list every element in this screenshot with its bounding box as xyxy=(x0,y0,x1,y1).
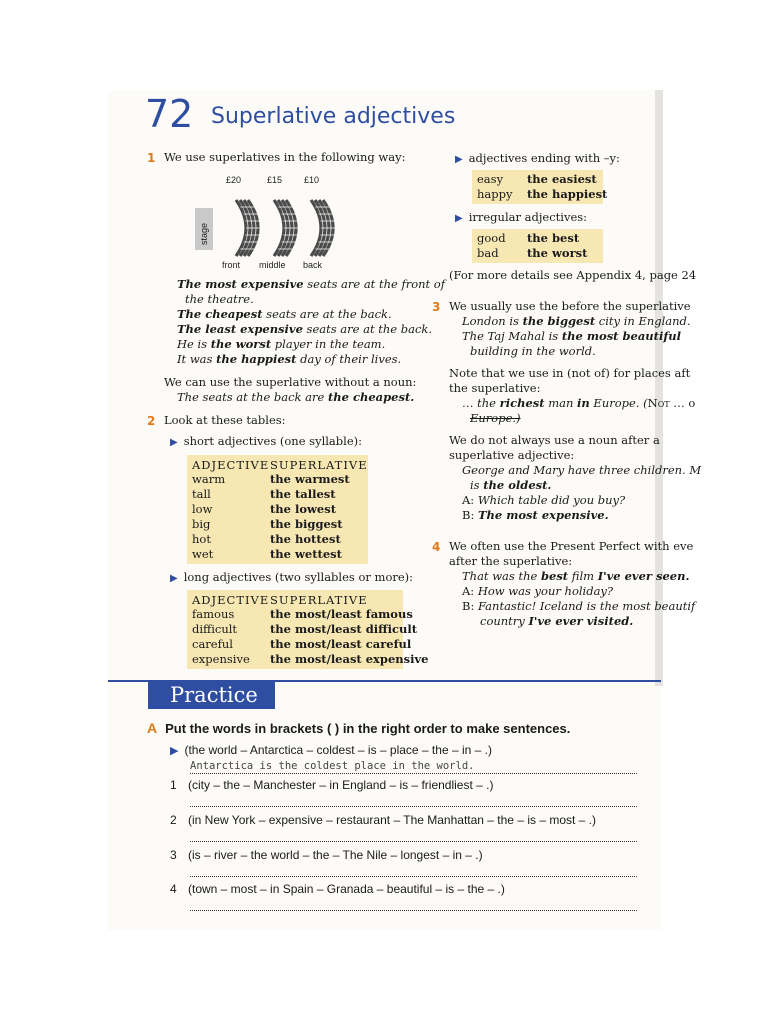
s4-ex1-c: film xyxy=(568,569,598,583)
example-segment: He is xyxy=(177,337,211,351)
section-1-intro: We use superlatives in the following way: xyxy=(164,150,406,164)
s4-ex2-a: A: xyxy=(462,584,475,598)
irregular-adjectives-label-text: irregular adjectives: xyxy=(468,210,588,224)
no-noun-line-1: We do not always use a noun after a xyxy=(449,433,660,447)
section-3-number: 3 xyxy=(432,300,441,314)
example-segment: the worst xyxy=(210,337,272,351)
adjective-cell: good xyxy=(477,231,506,245)
answer-line-example[interactable] xyxy=(190,773,637,774)
price-middle: £15 xyxy=(267,175,283,185)
section-1-no-noun: We can use the superlative without a noun: xyxy=(164,375,417,389)
s4-ex1-a: That was the xyxy=(462,569,541,583)
superlative-cell: the biggest xyxy=(270,517,343,531)
adjective-cell: big xyxy=(192,517,211,531)
no-noun-line-4 xyxy=(470,478,551,493)
long-adjectives-label xyxy=(170,570,413,586)
section-3-example-2-cont: building in the world. xyxy=(470,344,596,358)
note-line-1: Note that we use in (not of) for places aft xyxy=(449,366,691,380)
y-adjectives-table xyxy=(472,170,608,204)
adjective-cell: easy xyxy=(477,172,504,186)
note3-g: … o xyxy=(669,396,696,410)
note-line-3 xyxy=(462,396,695,411)
exercise-example-answer: Antarctica is the coldest place in the world. xyxy=(190,760,475,772)
seat-blocks xyxy=(236,200,335,256)
example-line xyxy=(177,292,445,307)
s3-ex1-end: city in England. xyxy=(595,314,691,328)
example-segment: the happiest xyxy=(216,352,297,366)
section-4-example-4 xyxy=(480,614,633,629)
s4-ex3-b: Fantastic! Iceland is the most beautif xyxy=(477,599,696,613)
adjective-cell: bad xyxy=(477,246,499,260)
s4-ex4-a: country xyxy=(480,614,529,628)
superlative-cell: the happiest xyxy=(527,187,608,201)
note3-b: richest xyxy=(499,396,545,410)
stage-label: stage xyxy=(199,222,209,245)
table-header-adjective: ADJECTIVE xyxy=(192,458,270,472)
note-line-4: Europe.) xyxy=(470,411,521,425)
superlative-cell: the hottest xyxy=(270,532,341,546)
long-adjectives-label-text: long adjectives (two syllables or more): xyxy=(183,570,414,584)
irregular-adjectives-label xyxy=(455,210,587,226)
section-4-number: 4 xyxy=(432,540,441,554)
exercise-item-number: 1 xyxy=(170,778,177,792)
adjective-cell: hot xyxy=(192,532,211,546)
adjective-cell: low xyxy=(192,502,213,516)
superlative-cell: the lowest xyxy=(270,502,337,516)
nonoun6-b: The most expensive. xyxy=(477,508,609,522)
example-segment: player in the team. xyxy=(271,337,386,351)
section-3-example-2 xyxy=(462,329,681,344)
superlative-cell: the most/least difficult xyxy=(270,622,418,636)
s4-ex1-d: I've ever seen. xyxy=(597,569,690,583)
section-2-intro: Look at these tables: xyxy=(164,413,286,427)
answer-line[interactable] xyxy=(190,841,637,842)
example-segment: seats are at the back. xyxy=(302,322,433,336)
example-line xyxy=(177,352,445,367)
adjective-cell: famous xyxy=(192,607,235,621)
section-4-example-2 xyxy=(462,584,613,599)
bullet-triangle-icon: ▶ xyxy=(170,745,179,757)
note3-e: Europe. ( xyxy=(589,396,648,410)
short-adjectives-table xyxy=(187,455,368,564)
appendix-reference: (For more details see Appendix 4, page 24 xyxy=(449,268,697,282)
y-adjectives-label-text: adjectives ending with –y: xyxy=(468,151,620,165)
section-4-intro-2: after the superlative: xyxy=(449,554,573,568)
example-line xyxy=(177,307,445,322)
short-adjectives-label-text: short adjectives (one syllable): xyxy=(183,434,362,448)
example-segment: seats are at the front of xyxy=(303,277,445,291)
irregular-adjectives-table xyxy=(472,229,603,263)
bullet-triangle-icon: ▶ xyxy=(455,154,463,165)
section-3-intro: We usually use the before the superlative xyxy=(449,299,691,313)
no-noun-example-text: The seats at the back are xyxy=(177,390,328,404)
example-segment: The cheapest xyxy=(177,307,263,321)
theatre-seating-diagram xyxy=(190,170,360,275)
note3-c: man xyxy=(544,396,578,410)
answer-line[interactable] xyxy=(190,806,637,807)
example-segment: The most expensive xyxy=(177,277,304,291)
answer-line[interactable] xyxy=(190,910,637,911)
exercise-item-text: (city – the – Manchester – in England – is – friendliest – .) xyxy=(188,778,494,792)
position-back: back xyxy=(303,260,323,270)
no-noun-line-3: George and Mary have three children. M xyxy=(462,463,702,477)
exercise-a-heading xyxy=(147,720,570,736)
section-2-number: 2 xyxy=(147,414,156,428)
exercise-example xyxy=(170,743,492,757)
section-3-example-1 xyxy=(462,314,691,329)
price-back: £10 xyxy=(304,175,320,185)
adjective-cell: careful xyxy=(192,637,233,651)
exercise-example-text: (the world – Antarctica – coldest – is – place – the – in – .) xyxy=(184,743,492,757)
section-1-examples xyxy=(177,277,445,367)
note3-f: Not xyxy=(647,396,670,410)
example-segment: seats are at the back. xyxy=(262,307,392,321)
s4-ex1-b: best xyxy=(540,569,569,583)
long-adjectives-table xyxy=(187,590,429,669)
example-segment: the theatre. xyxy=(185,292,254,306)
exercise-letter: A xyxy=(147,720,158,736)
exercise-item xyxy=(170,813,596,827)
nonoun5-a: A: xyxy=(462,493,475,507)
superlative-cell: the most/least expensive xyxy=(270,652,429,666)
position-middle: middle xyxy=(259,260,286,270)
adjective-cell: warm xyxy=(192,472,226,486)
exercise-item-number: 3 xyxy=(170,848,177,862)
adjective-cell: expensive xyxy=(192,652,250,666)
exercise-item-text: (is – river – the world – the – The Nile – longest – in – .) xyxy=(188,848,483,862)
section-4-example-1 xyxy=(462,569,689,584)
exercise-item-text: (in New York – expensive – restaurant – The Manhattan – the – is – most – .) xyxy=(188,813,597,827)
s3-ex2-text: The Taj Mahal is xyxy=(462,329,562,343)
superlative-cell: the best xyxy=(527,231,580,245)
s4-ex4-b: I've ever visited. xyxy=(528,614,634,628)
example-segment: day of their lives. xyxy=(296,352,402,366)
position-front: front xyxy=(222,260,241,270)
table-header-superlative: SUPERLATIVE xyxy=(270,593,368,607)
example-line xyxy=(177,337,445,352)
s3-ex1-text: London is xyxy=(462,314,523,328)
adjective-cell: difficult xyxy=(192,622,238,636)
no-noun-example-bold: the cheapest. xyxy=(328,390,415,404)
note-line-2: the superlative: xyxy=(449,381,541,395)
section-4-intro: We often use the Present Perfect with eve xyxy=(449,539,694,553)
exercise-item xyxy=(170,848,483,862)
section-4-example-3 xyxy=(462,599,695,614)
no-noun-line-2: superlative adjective: xyxy=(449,448,575,462)
unit-number: 72 xyxy=(145,92,194,136)
exercise-item xyxy=(170,882,505,896)
adjective-cell: wet xyxy=(192,547,214,561)
superlative-cell: the most/least careful xyxy=(270,637,412,651)
example-line xyxy=(177,322,445,337)
no-noun-line-5 xyxy=(462,493,625,508)
nonoun6-a: B: xyxy=(462,508,475,522)
exercise-item-number: 4 xyxy=(170,882,177,896)
s4-ex3-a: B: xyxy=(462,599,475,613)
bullet-triangle-icon: ▶ xyxy=(170,437,178,448)
nonoun4-a: is xyxy=(470,478,484,492)
superlative-cell: the easiest xyxy=(527,172,597,186)
superlative-cell: the most/least famous xyxy=(270,607,413,621)
superlative-cell: the tallest xyxy=(270,487,336,501)
section-1-no-noun-example xyxy=(177,390,414,405)
price-front: £20 xyxy=(226,175,242,185)
practice-title: Practice xyxy=(170,683,258,707)
no-noun-line-6 xyxy=(462,508,609,523)
nonoun5-b: Which table did you buy? xyxy=(477,493,626,507)
s3-ex1-bold: the biggest xyxy=(522,314,596,328)
s3-ex2-bold: the most beautiful xyxy=(561,329,682,343)
example-segment: The least expensive xyxy=(177,322,303,336)
bullet-triangle-icon: ▶ xyxy=(170,573,178,584)
example-line xyxy=(177,277,445,292)
exercise-item-number: 2 xyxy=(170,813,177,827)
example-segment: It was xyxy=(177,352,217,366)
y-adjectives-label xyxy=(455,151,620,167)
note3-d: in xyxy=(577,396,590,410)
superlative-cell: the wettest xyxy=(270,547,342,561)
unit-title: Superlative adjectives xyxy=(211,104,456,129)
exercise-item xyxy=(170,778,494,792)
answer-line[interactable] xyxy=(190,876,637,877)
exercise-item-text: (town – most – in Spain – Granada – beautiful – is – the – .) xyxy=(188,882,505,896)
note3-a: … the xyxy=(462,396,500,410)
page-edge-shadow xyxy=(655,90,663,686)
adjective-cell: happy xyxy=(477,187,513,201)
superlative-cell: the warmest xyxy=(270,472,350,486)
superlative-cell: the worst xyxy=(527,246,588,260)
table-header-superlative: SUPERLATIVE xyxy=(270,458,368,472)
s4-ex2-b: How was your holiday? xyxy=(477,584,614,598)
short-adjectives-label xyxy=(170,434,362,450)
section-1-number: 1 xyxy=(147,151,156,165)
table-header-adjective: ADJECTIVE xyxy=(192,593,270,607)
nonoun4-b: the oldest. xyxy=(483,478,552,492)
adjective-cell: tall xyxy=(192,487,211,501)
bullet-triangle-icon: ▶ xyxy=(455,213,463,224)
exercise-instruction: Put the words in brackets ( ) in the right order to make sentences. xyxy=(165,721,571,736)
